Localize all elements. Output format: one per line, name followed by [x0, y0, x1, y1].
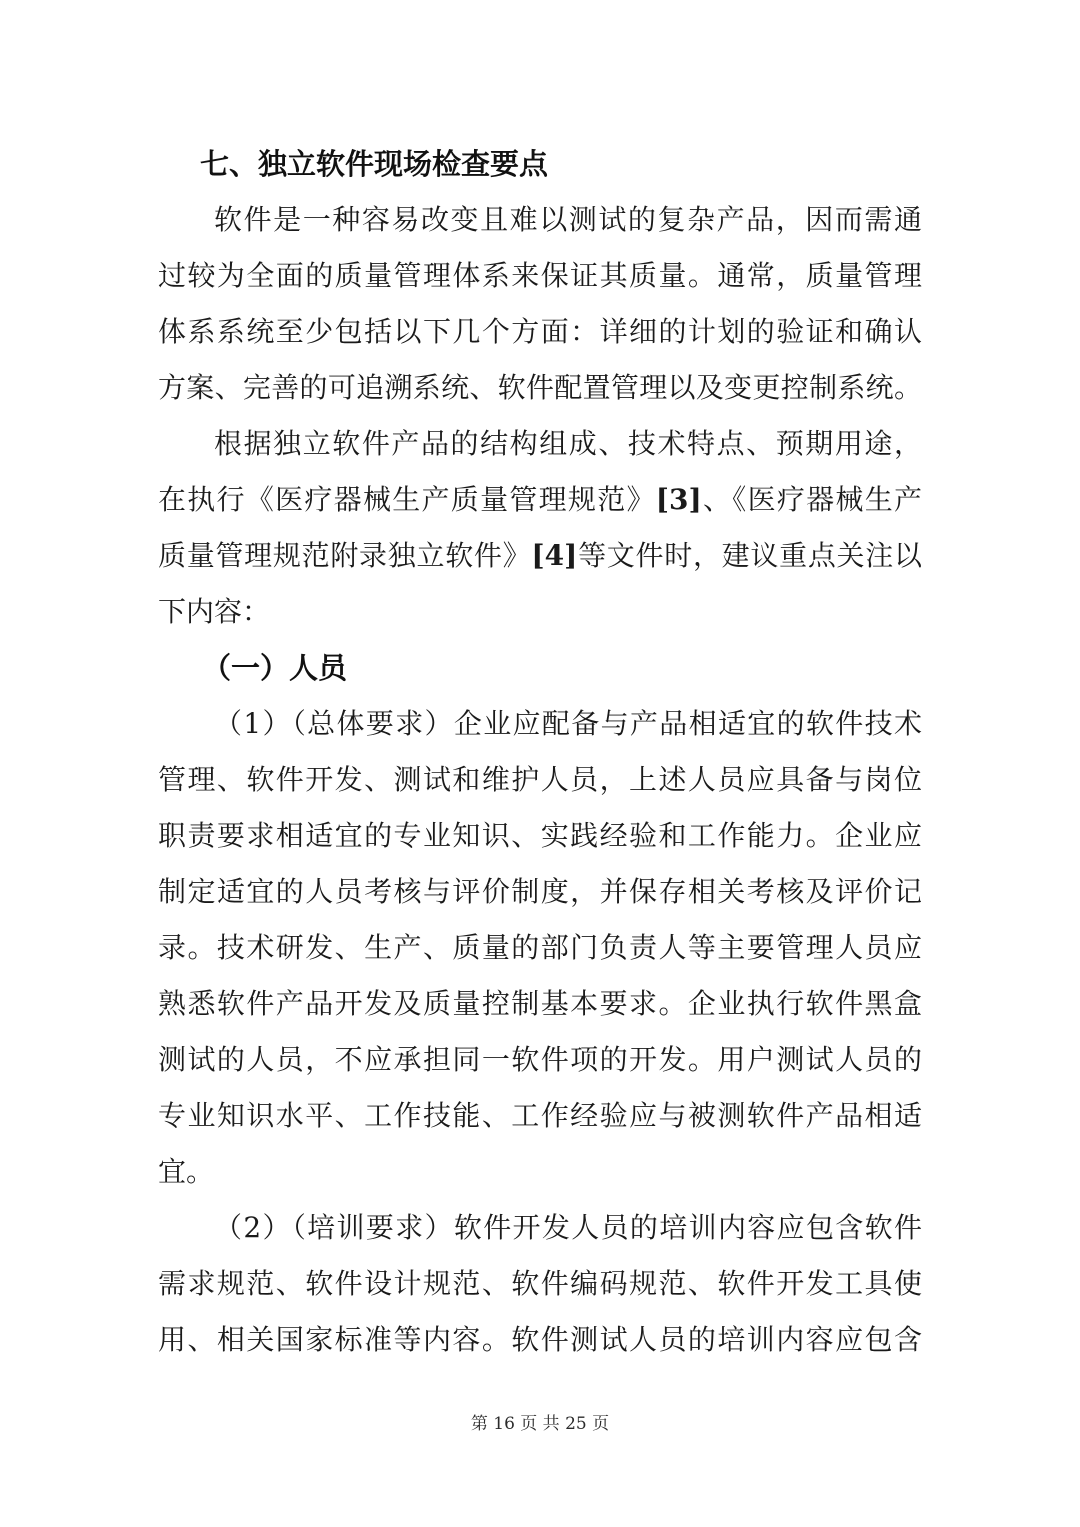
paragraph [158, 416, 922, 640]
text-line: （1）（总体要求）企业应配备与产品相适宜的软件技术 [214, 707, 922, 740]
page-footer [0, 1412, 1080, 1436]
paragraph [158, 1200, 922, 1368]
text-line: 过较为全面的质量管理体系来保证其质量。通常，质量管理 [158, 259, 922, 292]
text-line: 需求规范、软件设计规范、软件编码规范、软件开发工具使 [158, 1267, 922, 1300]
paragraph [158, 696, 922, 1200]
text-line: 根据独立软件产品的结构组成、技术特点、预期用途， [214, 427, 922, 460]
section-heading: （一）人员 [202, 651, 348, 685]
text-segment: 等文件时，建议重点关注以 [577, 539, 922, 572]
text-line: 用、相关国家标准等内容。软件测试人员的培训内容应包含 [158, 1323, 922, 1356]
page-number-text: 第 16 页 共 25 页 [470, 1414, 610, 1434]
text-line: 软件是一种容易改变且难以测试的复杂产品，因而需通 [214, 203, 922, 236]
text-line: 方案、完善的可追溯系统、软件配置管理以及变更控制系统。 [158, 371, 922, 404]
paragraph [158, 192, 922, 416]
text-line: 管理、软件开发、测试和维护人员，上述人员应具备与岗位 [158, 763, 922, 796]
text-line: 录。技术研发、生产、质量的部门负责人等主要管理人员应 [158, 931, 922, 964]
text-line [158, 528, 922, 584]
text-line: 制定适宜的人员考核与评价制度，并保存相关考核及评价记 [158, 875, 922, 908]
citation-reference: [4] [531, 539, 578, 572]
text-line: 熟悉软件产品开发及质量控制基本要求。企业执行软件黑盒 [158, 987, 922, 1020]
text-line: 体系系统至少包括以下几个方面：详细的计划的验证和确认 [158, 315, 922, 348]
text-line: 测试的人员，不应承担同一软件项的开发。用户测试人员的 [158, 1043, 922, 1076]
text-line: 下内容： [158, 595, 271, 628]
citation-reference: [3] [655, 483, 702, 516]
text-line [158, 472, 922, 528]
document-content [158, 136, 922, 1368]
text-line: 专业知识水平、工作技能、工作经验应与被测软件产品相适 [158, 1099, 922, 1132]
text-line: 宜。 [158, 1155, 215, 1188]
text-segment: 、《医疗器械生产 [701, 483, 922, 516]
text-line: 职责要求相适宜的专业知识、实践经验和工作能力。企业应 [158, 819, 922, 852]
section-heading: 七、独立软件现场检查要点 [200, 147, 549, 181]
text-segment: 质量管理规范附录独立软件》 [158, 539, 532, 572]
text-line: （2）（培训要求）软件开发人员的培训内容应包含软件 [214, 1211, 922, 1244]
text-segment: 在执行《医疗器械生产质量管理规范》 [158, 483, 656, 516]
